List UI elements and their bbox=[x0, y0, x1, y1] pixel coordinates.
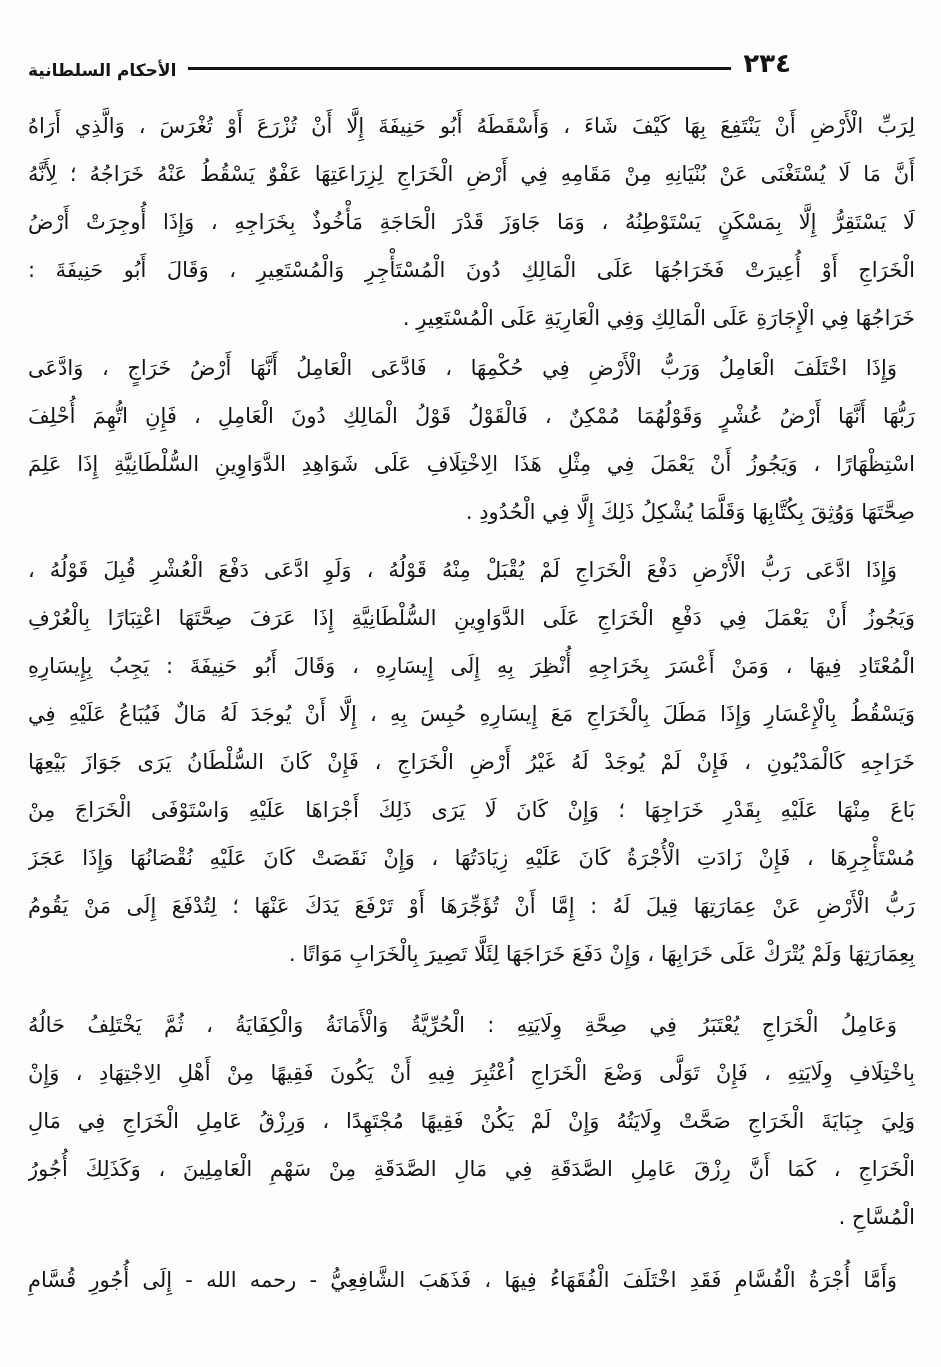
page-number: ٢٣٤ bbox=[743, 49, 791, 79]
text-line: بَاعَ مِنْهَا عَلَيْهِ بِقَدْرِ خَرَاجِهَا ؛ وَإِنْ كَانَ لَا يَرَى ذَلِكَ أَجْرَاهَا عَلَيْهِ وَاسْتَوْفَى الْخَرَاجَ مِنْ bbox=[28, 798, 915, 822]
text-line: وَلِيَ جِبَايَةَ الْخَرَاجِ صَحَّتْ وِلَايَتُهُ وَإِنْ لَمْ يَكُنْ فَقِيهًا مُجْتَهِدًا ، وَرِزْقُ عَامِلِ الْخَرَاجِ فِي مَالِ bbox=[28, 1109, 915, 1133]
text-line: بِاخْتِلَافِ وِلَايَتِهِ ، فَإِنْ تَوَلَّى وَضْعَ الْخَرَاجِ اُعْتُبِرَ فِيهِ أَنْ يَكُونَ فَقِيهًا مِنْ أَهْلِ الِاجْتِهَادِ ، وَإِنْ bbox=[28, 1061, 915, 1085]
paragraph bbox=[28, 1001, 915, 1241]
text-line: وَإِذَا اخْتَلَفَ الْعَامِلُ وَرَبُّ الْأَرْضِ فِي حُكْمِهَا ، فَادَّعَى الْعَامِلُ أَنَّهَا أَرْضُ خَرَاجٍ ، وَادَّعَى bbox=[28, 356, 897, 380]
text-line: صِحَّتَهَا وَوُثِقَ بِكُتَّابِهَا وَقَلَّمَا يُشْكِلُ ذَلِكَ إِلَّا فِي الْحُدُودِ . bbox=[465, 500, 915, 524]
text-line: رَبُّهَا أَنَّهَا أَرْضُ عُشْرٍ وَقَوْلُهُمَا مُمْكِنٌ ، فَالْقَوْلُ قَوْلُ الْمَالِكِ دُونَ الْعَامِلِ ، فَإِنِ اتُّهِمَ أُحْلِفَ bbox=[28, 404, 915, 428]
text-line: خَرَاجُهَا فِي الْإِجَارَةِ عَلَى الْمَالِكِ وَفِي الْعَارِيَةِ عَلَى الْمُسْتَعِيرِ . bbox=[402, 306, 915, 330]
paragraph bbox=[28, 546, 915, 978]
header-rule bbox=[188, 67, 731, 70]
paragraph bbox=[28, 344, 915, 536]
text-line: وَيَجُوزُ أَنْ يَعْمَلَ فِي دَفْعِ الْخَرَاجِ عَلَى الدَّوَاوِينِ السُّلْطَانِيَّةِ إِذَا عَرَفَ صِحَّتَهَا اعْتِبَارًا بِالْعُرْفِ bbox=[28, 606, 915, 630]
text-line: رَبُّ الْأَرْضِ عَنْ عِمَارَتِهَا قِيلَ لَهُ : إِمَّا أَنْ تُؤَجِّرَهَا أَوْ تَرْفَعَ يَدَكَ عَنْهَا ؛ لِتُدْفَعَ إِلَى مَنْ يَقُومُ bbox=[28, 894, 915, 918]
text-line: أَنَّ مَا لَا يُسْتَغْنَى عَنْ بُنْيَانِهِ مِنْ مَقَامِهِ فِي أَرْضِ الْخَرَاجِ لِزِرَاعَتِهَا عَفْوٌ يَسْقُطُ عَنْهُ خَرَاجُهُ ؛ لِأَنَّهُ bbox=[28, 162, 915, 186]
text-line: اسْتِظْهَارًا ، وَيَجُوزُ أَنْ يَعْمَلَ فِي مِثْلِ هَذَا الِاخْتِلَافِ عَلَى شَوَاهِدِ الدَّوَاوِينِ السُّلْطَانِيَّةِ إِذَا عَلِمَ bbox=[28, 452, 915, 476]
body-text bbox=[28, 102, 915, 1304]
text-line: الْخَرَاجِ أَوْ أُعِيرَتْ فَخَرَاجُهَا عَلَى الْمَالِكِ دُونَ الْمُسْتَأْجِرِ وَالْمُسْتَعِيرِ ، وَقَالَ أَبُو حَنِيفَةَ : bbox=[28, 258, 915, 282]
paragraph bbox=[28, 1256, 915, 1304]
running-header bbox=[28, 46, 791, 82]
text-line: خَرَاجِهِ كَالْمَدْيُونِ ، فَإِنْ لَمْ يُوجَدْ لَهُ غَيْرُ أَرْضِ الْخَرَاجِ ، فَإِنْ كَانَ السُّلْطَانُ يَرَى جَوَازَ بَيْعِهَا bbox=[28, 750, 915, 774]
text-line: لِرَبِّ الْأَرْضِ أَنْ يَنْتَفِعَ بِهَا كَيْفَ شَاءَ ، وَأَسْقَطَهُ أَبُو حَنِيفَةَ إِلَّا أَنْ تُزْرَعَ أَوْ تُغْرَسَ ، وَالَّذِي أَرَاهُ bbox=[28, 114, 915, 138]
text-line: بِعِمَارَتِهَا وَلَمْ يُتْرَكْ عَلَى خَرَابِهَا ، وَإِنْ دَفَعَ خَرَاجَهَا لِئَلَّا تَصِيرَ بِالْخَرَابِ مَوَاتًا . bbox=[289, 942, 915, 966]
text-line: وَإِذَا ادَّعَى رَبُّ الْأَرْضِ دَفْعَ الْخَرَاجِ لَمْ يُقْبَلْ مِنْهُ قَوْلُهُ ، وَلَوِ ادَّعَى دَفْعَ الْعُشْرِ قُبِلَ قَوْلُهُ ، bbox=[28, 558, 897, 582]
text-line: وَيَسْقُطُ بِالْإِعْسَارِ وَإِذَا مَطَلَ بِالْخَرَاجِ مَعَ إِيسَارِهِ حُبِسَ بِهِ ، إِلَّا أَنْ يُوجَدَ لَهُ مَالٌ فَيُبَاعُ عَلَيْهِ فِي bbox=[28, 702, 915, 726]
text-line: الْمُعْتَادِ فِيهَا ، وَمَنْ أَعْسَرَ بِخَرَاجِهِ أُنْظِرَ بِهِ إِلَى إِيسَارِهِ ، وَقَالَ أَبُو حَنِيفَةَ : يَجِبُ بِإِيسَارِهِ bbox=[28, 654, 915, 678]
paragraph bbox=[28, 102, 915, 342]
text-line: وَأَمَّا أُجْرَةُ الْقُسَّامِ فَقَدِ اخْتَلَفَ الْفُقَهَاءُ فِيهَا ، فَذَهَبَ الشَّافِعِيُّ - رحمه الله - إِلَى أُجُورِ قُسَّامِ bbox=[28, 1268, 897, 1292]
text-line: لَا يَسْتَقِرُّ إِلَّا بِمَسْكَنٍ يَسْتَوْطِنُهُ ، وَمَا جَاوَزَ قَدْرَ الْحَاجَةِ مَأْخُوذٌ بِخَرَاجِهِ ، وَإِذَا أُوجِرَتْ أَرْضُ bbox=[28, 210, 915, 234]
text-line: مُسْتَأْجِرِهَا ، فَإِنْ زَادَتِ الْأُجْرَةُ كَانَ عَلَيْهِ زِيَادَتُهَا ، وَإِنْ نَقَصَتْ كَانَ عَلَيْهِ نُقْصَانُهَا وَإِذَا عَجَزَ bbox=[28, 846, 915, 870]
text-line: الْخَرَاجِ ، كَمَا أَنَّ رِزْقَ عَامِلِ الصَّدَقَةِ فِي مَالِ الصَّدَقَةِ مِنْ سَهْمِ الْعَامِلِينَ ، وَكَذَلِكَ أُجُورُ bbox=[28, 1157, 915, 1181]
book-title: الأحكام السلطانية bbox=[28, 61, 177, 81]
text-line: وَعَامِلُ الْخَرَاجِ يُعْتَبَرُ فِي صِحَّةِ وِلَايَتِهِ : الْحُرِّيَّةُ وَالْأَمَانَةُ وَالْكِفَايَةُ ، ثُمَّ يَخْتَلِفُ حَالُهُ bbox=[28, 1013, 897, 1037]
text-line: الْمُسَّاحِ . bbox=[838, 1205, 915, 1229]
